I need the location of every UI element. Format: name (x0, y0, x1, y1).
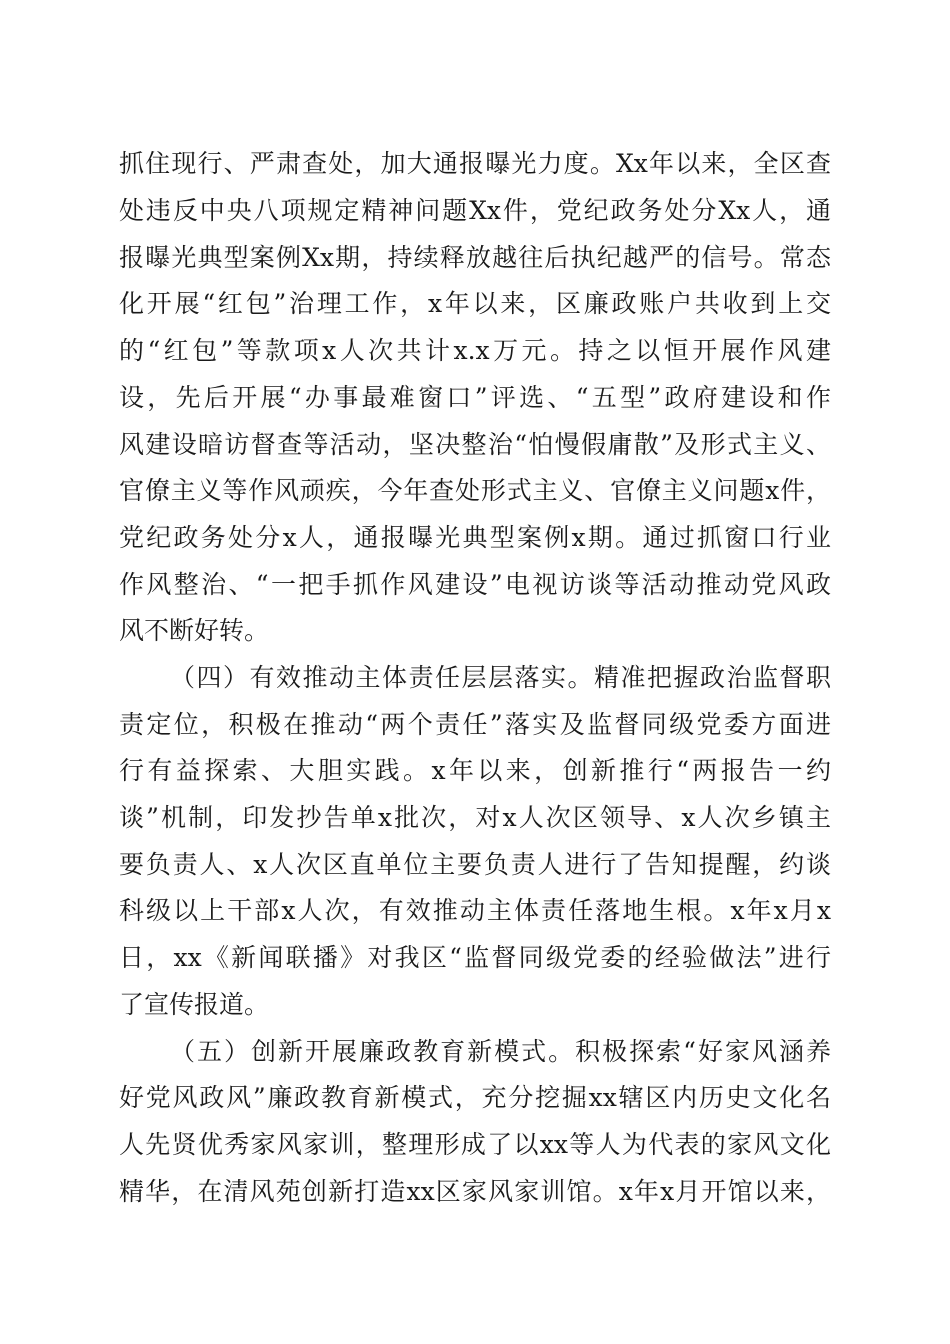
text-line: 精华，在清风苑创新打造xx区家风家训馆。x年x月开馆以来， (119, 1177, 831, 1206)
text-line: 处违反中央八项规定精神问题Xx件，党纪政务处分Xx人，通 (119, 196, 831, 225)
text-line: 报曝光典型案例Xx期，持续释放越往后执纪越严的信号。常态 (119, 243, 831, 272)
text-line: 化开展“红包”治理工作，x年以来，区廉政账户共收到上交 (119, 289, 831, 318)
text-line: 人先贤优秀家风家训，整理形成了以xx等人为代表的家风文化 (119, 1130, 831, 1159)
text-line: 设，先后开展“办事最难窗口”评选、“五型”政府建设和作 (119, 383, 831, 412)
text-line: 谈”机制，印发抄告单x批次，对x人次区领导、x人次乡镇主 (119, 803, 831, 832)
section-heading-line: （四）有效推动主体责任层层落实。精准把握政治监督职 (170, 663, 831, 692)
text-line: 行有益探索、大胆实践。x年以来，创新推行“两报告一约 (119, 756, 831, 785)
text-line: 科级以上干部x人次，有效推动主体责任落地生根。x年x月x (119, 896, 831, 925)
text-line: 官僚主义等作风顽疾，今年查处形式主义、官僚主义问题x件， (119, 476, 831, 505)
text-line: 作风整治、“一把手抓作风建设”电视访谈等活动推动党风政 (119, 570, 831, 599)
text-line: 要负责人、x人次区直单位主要负责人进行了告知提醒，约谈 (119, 850, 831, 879)
text-line: 风不断好转。 (119, 616, 270, 645)
text-line: 了宣传报道。 (119, 990, 270, 1019)
text-line: 好党风政风”廉政教育新模式，充分挖掘xx辖区内历史文化名 (119, 1083, 831, 1112)
text-line: 日，xx《新闻联播》对我区“监督同级党委的经验做法”进行 (119, 943, 831, 972)
text-line: 风建设暗访督查等活动，坚决整治“怕慢假庸散”及形式主义、 (119, 430, 831, 459)
text-line: 责定位，积极在推动“两个责任”落实及监督同级党委方面进 (119, 710, 831, 739)
text-line: 抓住现行、严肃查处，加大通报曝光力度。Xx年以来，全区查 (119, 149, 831, 178)
section-heading-line: （五）创新开展廉政教育新模式。积极探索“好家风涵养 (170, 1037, 831, 1066)
text-line: 党纪政务处分x人，通报曝光典型案例x期。通过抓窗口行业 (119, 523, 831, 552)
text-line: 的“红包”等款项x人次共计x.x万元。持之以恒开展作风建 (119, 336, 831, 365)
